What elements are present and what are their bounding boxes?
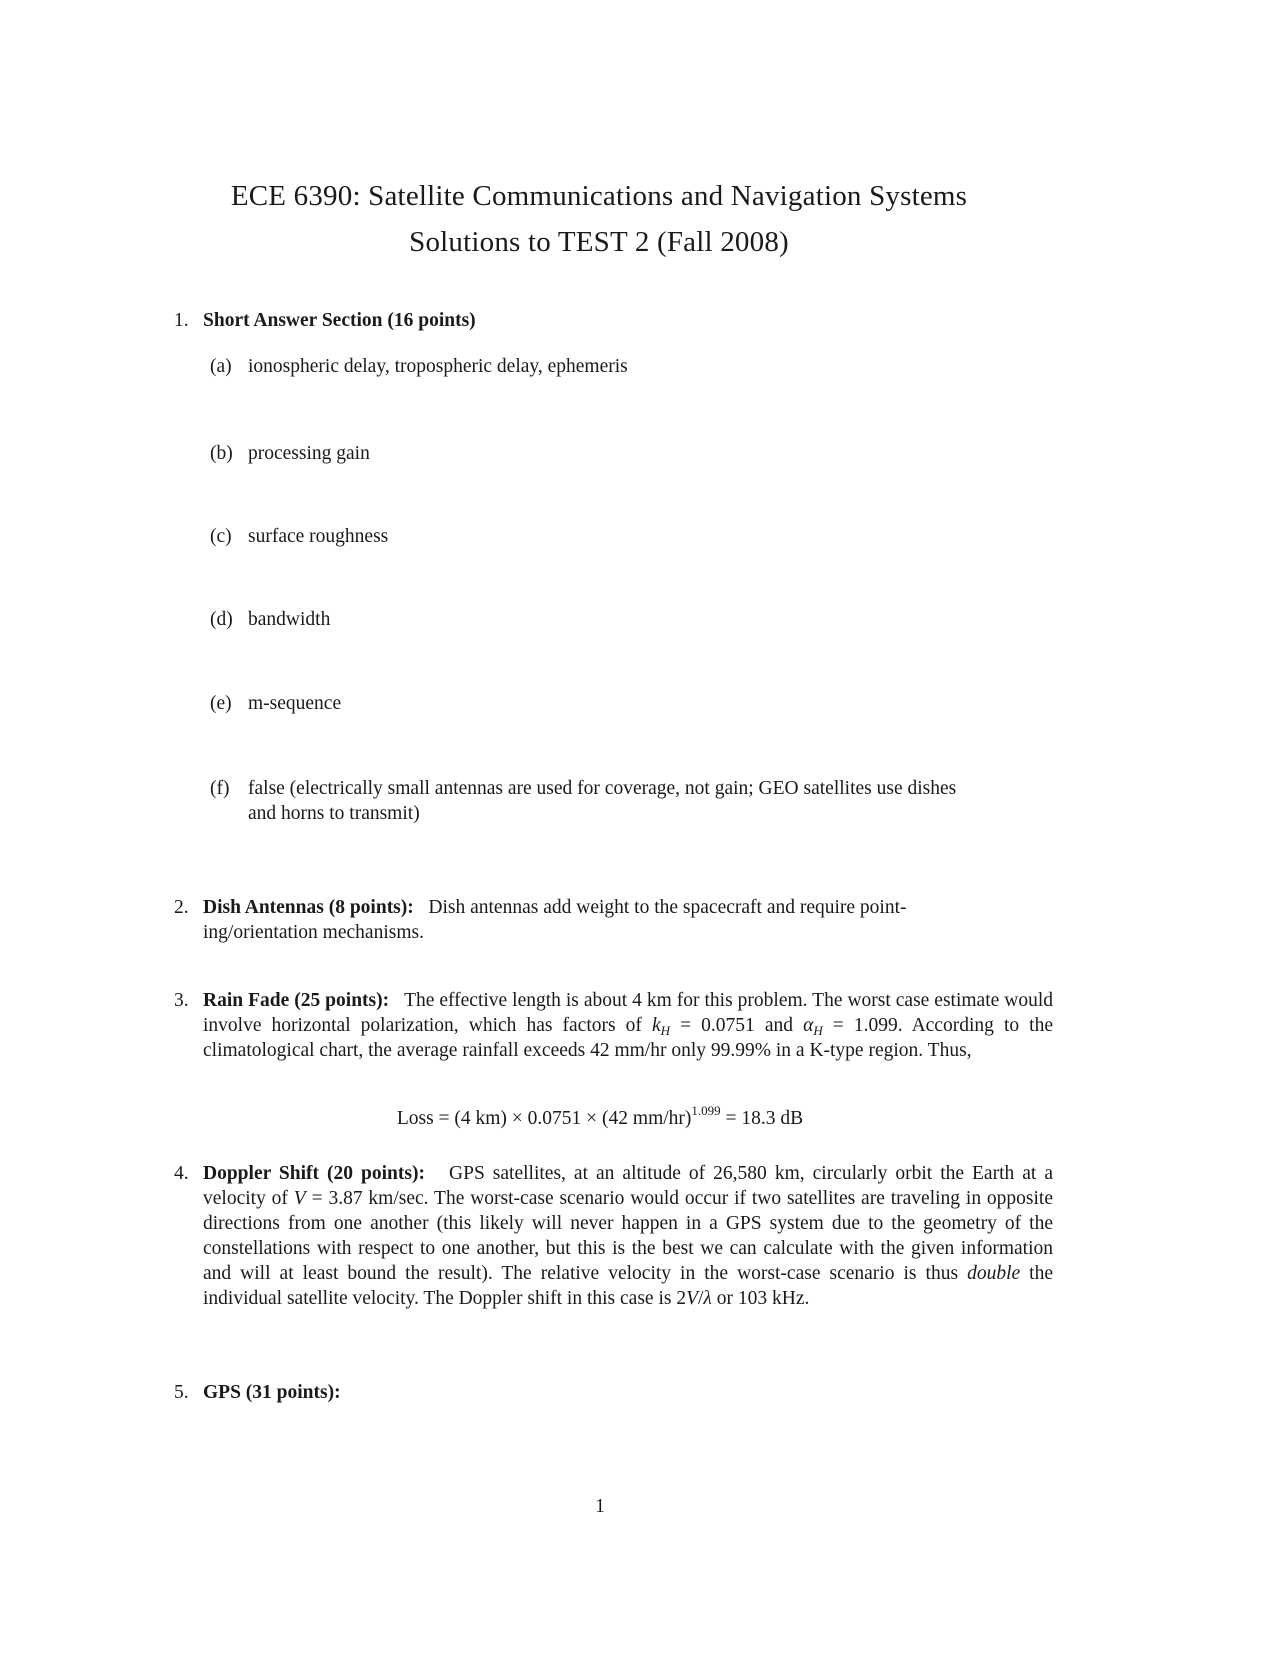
problem-3-number: 3. [174, 990, 189, 1011]
problem-2-heading: Dish Antennas (8 points): [203, 897, 414, 918]
problem-4-heading: Doppler Shift (20 points): [203, 1163, 425, 1184]
problem-4-body [203, 1161, 1053, 1311]
equation-rhs: = 18.3 dB [720, 1108, 804, 1129]
velocity-symbol: V [293, 1188, 306, 1209]
alpha-symbol: α [803, 1015, 814, 1036]
problem-4-text-b: = 3.87 km/sec. The worst-case scenario would occur if two satellites are traveling in opposite directions from one another (this likely will never happen in a GPS system due to the geometry of the constellations with respect to one another, but this is the best we can calculate with the given information and will at least bound the result). The relative velocity in the worst-case scenario is thus [203, 1188, 1054, 1284]
problem-5-heading-text: GPS (31 points): [203, 1382, 341, 1403]
document-subtitle: Solutions to TEST 2 (Fall 2008) [409, 226, 789, 258]
part-e-label: (e) [210, 693, 232, 714]
problem-4-text-c: the individual satellite velocity. The Doppler shift in this case is 2 [203, 1263, 1053, 1309]
velocity-symbol-2: V [686, 1288, 698, 1309]
fraction-slash: / [698, 1288, 704, 1309]
problem-3-text-b: = 0.0751 and [670, 1015, 804, 1036]
part-e-answer: m-sequence [248, 693, 342, 714]
problem-5-heading [203, 1380, 341, 1405]
part-f-answer-line1: false (electrically small antennas are used for coverage, not gain; GEO satellites use dishes [248, 778, 957, 799]
part-d-answer: bandwidth [248, 609, 331, 630]
part-c-label: (c) [210, 526, 232, 547]
problem-4-number: 4. [174, 1163, 189, 1184]
part-d-label: (d) [210, 609, 233, 630]
problem-4-text-a: GPS satellites, at an altitude of 26,580 km, circularly orbit the Earth at a velocity of [203, 1163, 1054, 1209]
page-number: 1 [595, 1496, 605, 1517]
k-symbol: k [651, 1015, 661, 1036]
part-b-label: (b) [210, 443, 233, 464]
problem-1-heading [203, 308, 476, 333]
part-c-answer: surface roughness [248, 526, 389, 547]
part-a-answer: ionospheric delay, tropospheric delay, ephemeris [248, 356, 628, 377]
alpha-subscript: H [813, 1023, 823, 1038]
document-title: ECE 6390: Satellite Communications and Navigation Systems [230, 180, 968, 212]
k-subscript: H [660, 1023, 671, 1038]
lambda-symbol: λ [703, 1288, 712, 1309]
part-f-label: (f) [210, 778, 230, 799]
equation-lhs: Loss = (4 km) × 0.0751 × (42 mm/hr) [396, 1108, 692, 1129]
part-f-answer-line2: and horns to transmit) [248, 803, 420, 824]
part-b-answer: processing gain [248, 443, 370, 464]
emphasis-double: double [967, 1263, 1021, 1284]
problem-1-heading-text: Short Answer Section (16 points) [203, 310, 476, 331]
problem-3-text-a: The effective length is about 4 km for this problem. The worst case estimate would involve horizontal polarization, which has factors of [203, 990, 1053, 1036]
rain-loss-equation [0, 1103, 1200, 1130]
problem-2-body-line2: ing/orientation mechanisms. [203, 922, 424, 943]
problem-3-text-c: = 1.099. According to the climatological chart, the average rainfall exceeds 42 mm/hr only 99.99% in a K-type region. Thus, [203, 1015, 1054, 1061]
problem-3-heading: Rain Fade (25 points): [203, 990, 390, 1011]
problem-1-number: 1. [174, 310, 189, 331]
problem-5-number: 5. [174, 1382, 189, 1403]
part-a-label: (a) [210, 356, 232, 377]
problem-2-number: 2. [174, 897, 189, 918]
problem-4-text-d: or 103 kHz. [711, 1288, 810, 1309]
problem-3-body [203, 988, 1053, 1063]
problem-2-line1 [203, 895, 907, 920]
equation-exponent: 1.099 [691, 1103, 721, 1118]
problem-2-body-line1: Dish antennas add weight to the spacecraft and require point- [428, 897, 907, 918]
